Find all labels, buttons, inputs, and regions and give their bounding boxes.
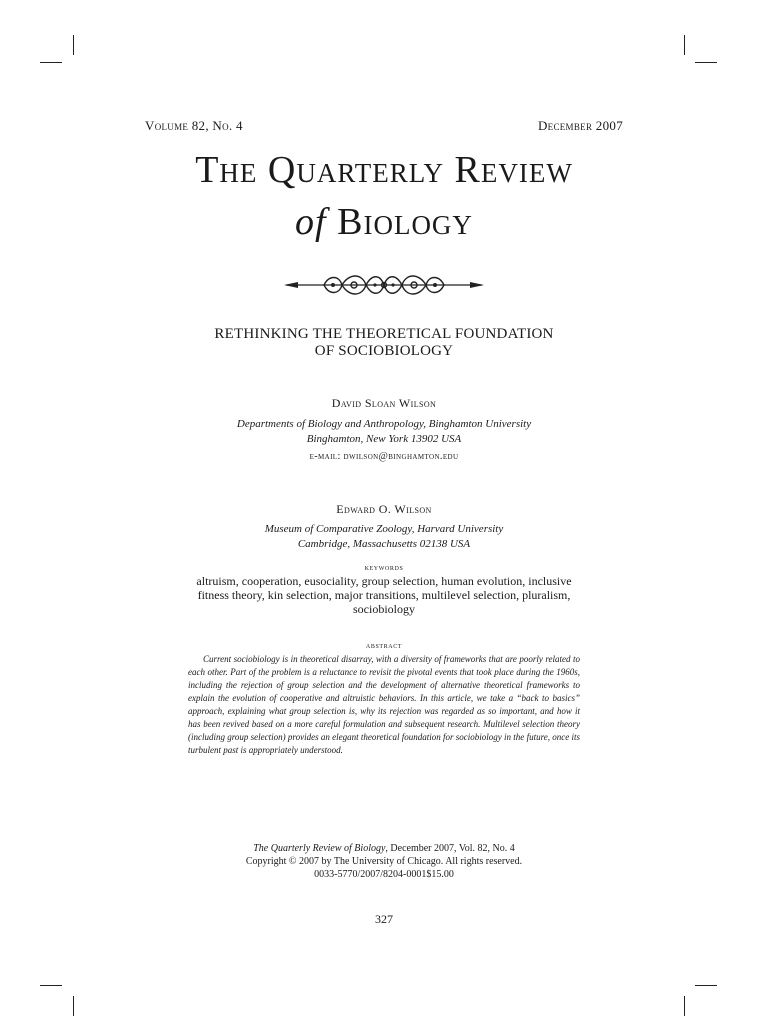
citation-journal: The Quarterly Review of Biology xyxy=(253,843,386,854)
author-name: Edward O. Wilson xyxy=(336,502,432,516)
page-number: 327 xyxy=(375,912,393,926)
crop-mark xyxy=(695,985,717,986)
author-name: David Sloan Wilson xyxy=(331,396,437,410)
issue-date: December 2007 xyxy=(537,118,623,133)
crop-mark xyxy=(684,35,685,55)
abstract-label: abstract xyxy=(365,640,403,650)
crop-mark xyxy=(73,35,74,55)
crop-mark xyxy=(73,996,74,1016)
ornament-icon xyxy=(284,270,484,300)
article-title-line: RETHINKING THE THEORETICAL FOUNDATION xyxy=(214,326,554,342)
citation xyxy=(0,842,768,881)
author-affiliation xyxy=(0,522,768,552)
affiliation-line: Departments of Biology and Anthropology, Binghamton University xyxy=(236,418,532,430)
copyright: Copyright © 2007 by The University of Chicago. All rights reserved. xyxy=(245,856,523,867)
journal-title-of: of xyxy=(295,201,327,243)
affiliation-line: Cambridge, Massachusetts 02138 USA xyxy=(297,538,471,550)
keywords-label: keywords xyxy=(364,562,404,572)
abstract-text: Current sociobiology is in theoretical disarray, with a diversity of frameworks that are poorly related to each other. Part of the problem is a reluctance to revisit the pivotal events that took place during the 1960s, including the rejection of group selection and the development of alternative theoretical frameworks to explain the evolution of cooperative and altruistic behaviors. In this article, we take a “back to basics” approach, explaining what group selection is, why its rejection was regarded as so important, and how it has been revived based on a more careful formulation and subsequent research. Multilevel selection theory (including group selection) provides an elegant theoretical foundation for sociobiology in the future, once its turbulent past is appropriately understood. xyxy=(188,654,580,755)
affiliation-line: Museum of Comparative Zoology, Harvard University xyxy=(264,523,504,535)
crop-mark xyxy=(684,996,685,1016)
keywords-text: altruism, cooperation, eusociality, group selection, human evolution, inclusive fitness theory, kin selection, major transitions, multilevel selection, pluralism, sociobiology xyxy=(196,574,572,616)
volume-issue: Volume 82, No. 4 xyxy=(145,118,243,133)
crop-mark xyxy=(695,62,717,63)
citation-line xyxy=(0,842,768,855)
journal-title: The Quarterly Review xyxy=(195,149,573,191)
article-title xyxy=(0,326,768,360)
article-title-line: OF SOCIOBIOLOGY xyxy=(314,343,454,359)
affiliation-line: Binghamton, New York 13902 USA xyxy=(306,433,462,445)
article-code: 0033-5770/2007/8204-0001$15.00 xyxy=(314,869,454,880)
author-affiliation xyxy=(0,417,768,447)
journal-title-biology: Biology xyxy=(337,201,473,243)
crop-mark xyxy=(40,985,62,986)
journal-title-line2 xyxy=(0,200,768,244)
citation-details: , December 2007, Vol. 82, No. 4 xyxy=(385,843,515,854)
author-email[interactable]: e-mail: dwilson@binghamton.edu xyxy=(309,451,459,462)
crop-mark xyxy=(40,62,62,63)
